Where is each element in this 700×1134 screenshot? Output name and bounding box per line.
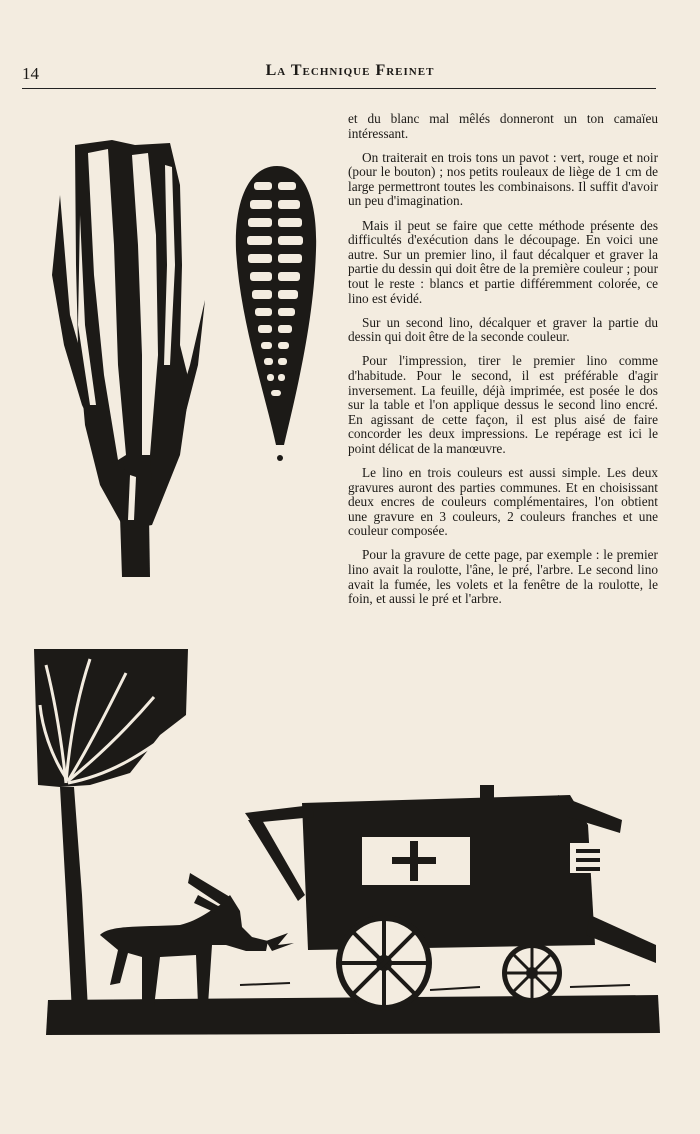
running-title: La Technique Freinet	[265, 62, 435, 79]
article-text	[348, 112, 658, 616]
paragraph: Mais il peut se faire que cette méthode présente des difficultés d'exécution dans le découpage. En voici une autre. Sur un premier lino, il faut décalquer et graver la partie du dessin qui doit être de la première couleur ; pour tout le reste : blancs et partie différemment colorée, ce lino est évidé.	[348, 217, 658, 306]
corn-cob-linocut	[232, 160, 322, 465]
paragraph: Le lino en trois couleurs est aussi simple. Les deux gravures auront des parties communes. Et en choisissant deux encres de couleurs complémentaires, l'on obtient une gravure en 3 couleurs, 2 couleurs franches et une couleur composée.	[348, 464, 658, 539]
paragraph: Sur un second lino, décalquer et graver la partie du dessin qui doit être de la seconde couleur.	[348, 314, 658, 345]
caravan-donkey-linocut	[30, 645, 662, 1040]
page-number: 14	[22, 64, 39, 83]
paragraph: Pour la gravure de cette page, par exemple : le premier lino avait la roulotte, l'âne, le pré, l'arbre. Le second lino avait la fumée, les volets et la fenêtre de la roulotte, le foin, et aussi le pré et l'arbre.	[348, 547, 658, 607]
corn-plant-linocut	[30, 125, 215, 585]
paragraph: On traiterait en trois tons un pavot : vert, rouge et noir (pour le bouton) ; nos petits rouleaux de liège de 1 cm de large permettront toutes les combinaisons. Il suffit d'avoir un peu d'imagination.	[348, 149, 658, 209]
paragraph: et du blanc mal mêlés donneront un ton camaïeu intéressant.	[348, 111, 658, 141]
header-rule	[22, 88, 656, 89]
paragraph: Pour l'impression, tirer le premier lino comme d'habitude. Pour le second, il est préférable d'agir inversement. La feuille, déjà imprimée, est posée le dos sur la table et l'on applique dessus le second lino encré. En agissant de cette façon, il est plus aisé de faire concorder les deux impressions. Le repérage est ici le point délicat de la manœuvre.	[348, 353, 658, 456]
